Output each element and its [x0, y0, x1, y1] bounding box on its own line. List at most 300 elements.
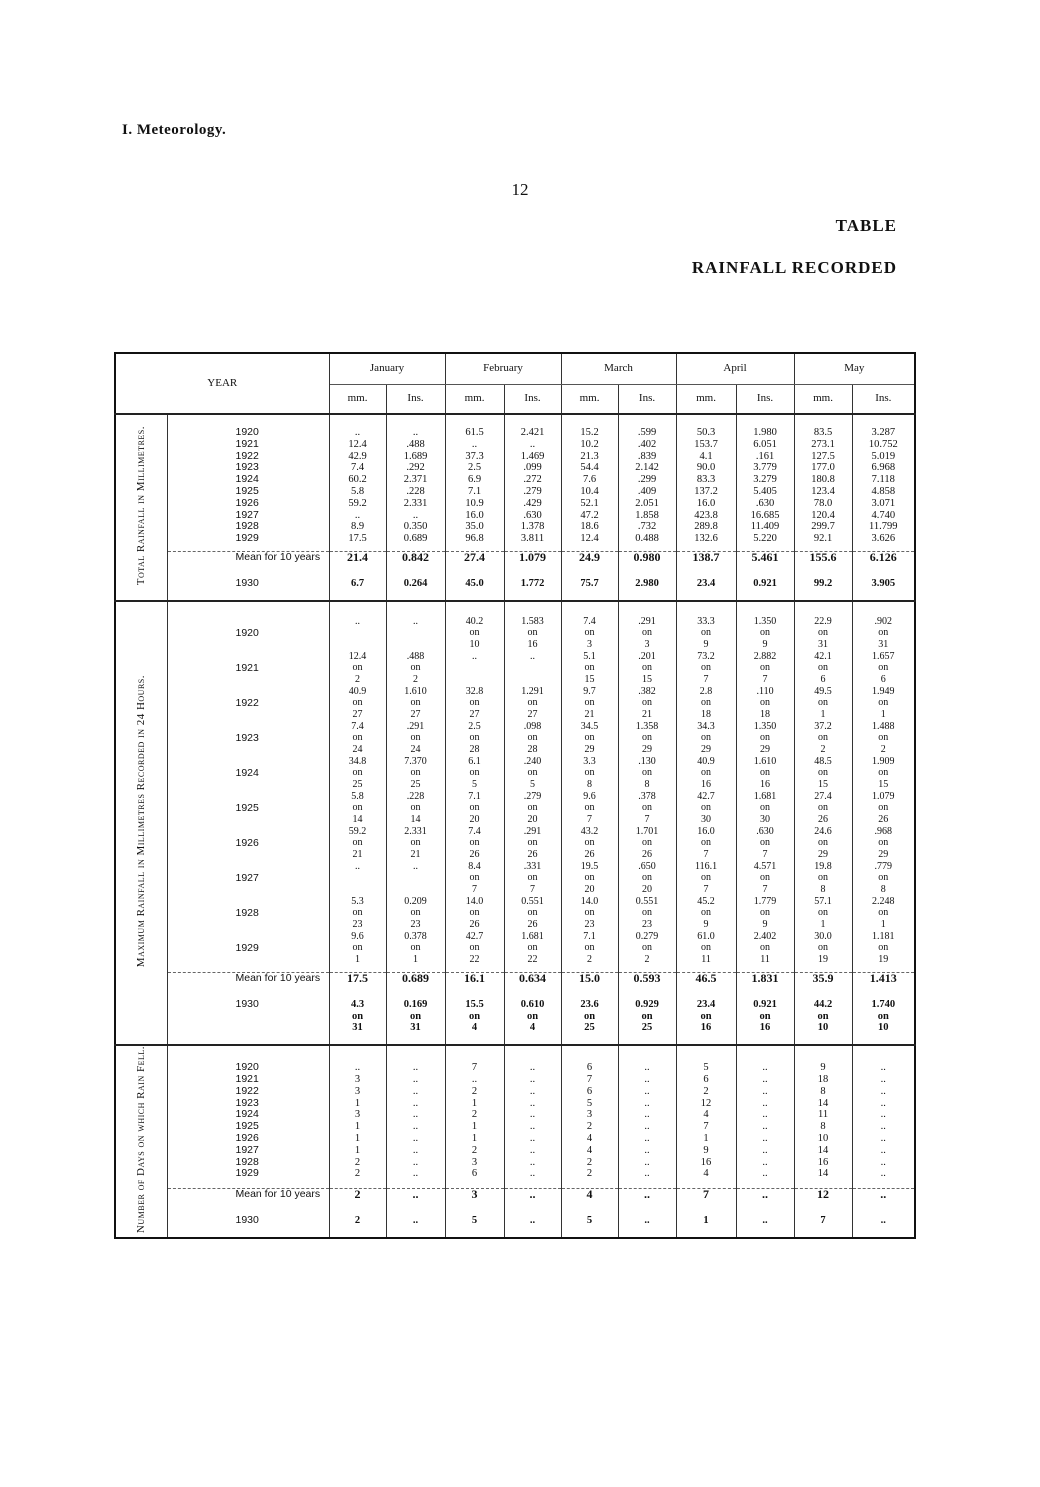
value-cell: .331 on 7 — [523, 860, 542, 896]
value-cell: 45.2 on 9 — [697, 895, 715, 931]
value-1930: .. — [504, 1215, 561, 1238]
value-cell: 12.4 — [580, 533, 599, 545]
value-cell: 40.9 on 16 — [697, 755, 715, 791]
value-cell: 22.9 on 31 — [814, 615, 832, 651]
mean-value: 1.413 — [852, 972, 915, 999]
value-cell: .. — [644, 1085, 650, 1097]
days-section-label: Number of Days on which Rain Fell. — [135, 1046, 148, 1234]
value-cell: 37.3 — [465, 450, 484, 462]
value-cell: .382 on 21 — [638, 685, 656, 721]
mean-value: 4 — [561, 1188, 618, 1215]
value-cell: .839 — [637, 450, 657, 462]
value-cell: 4.858 — [871, 485, 896, 497]
value-cell: 1.909 on 15 — [872, 755, 895, 791]
value-cell: .. — [644, 1168, 650, 1180]
value-cell: .. — [762, 1132, 768, 1144]
value-1930: 23.4 — [676, 578, 736, 601]
value-column — [329, 414, 386, 551]
value-cell: 4 — [703, 1109, 709, 1121]
value-cell: 9.6 on 1 — [351, 930, 364, 966]
value-1930: 0.921 — [736, 578, 794, 601]
value-column — [329, 1045, 386, 1188]
value-cell: 1 — [354, 1144, 361, 1156]
value-1930: 0.929 on 25 — [618, 999, 676, 1045]
year-label: 1928 — [235, 1155, 259, 1168]
value-cell: 16 — [700, 1156, 712, 1168]
value-1930: .. — [736, 1215, 794, 1238]
mean-value: .. — [736, 1188, 794, 1215]
value-cell: .. — [471, 1073, 478, 1085]
value-cell: 42.7 on 30 — [697, 790, 715, 826]
value-cell: 7.4 on 26 — [468, 825, 481, 861]
value-cell: 2.5 — [467, 462, 482, 474]
value-cell: 127.5 — [811, 450, 835, 462]
value-cell: .. — [529, 1168, 536, 1180]
value-column — [561, 1045, 618, 1188]
value-cell: 12 — [700, 1097, 712, 1109]
value-cell: 1.583 on 16 — [521, 615, 544, 651]
value-column — [504, 1045, 561, 1188]
value-cell: .. — [412, 1073, 419, 1085]
value-cell: .. — [529, 1132, 536, 1144]
value-cell: 7.4 — [350, 462, 365, 474]
value-cell: .. — [529, 1144, 536, 1156]
mean-row — [115, 1188, 915, 1215]
value-cell: .. — [354, 427, 361, 438]
value-cell: 7.118 — [871, 474, 895, 486]
year-list — [167, 414, 329, 551]
value-cell: 177.0 — [811, 462, 835, 474]
value-1930: .. — [618, 1215, 676, 1238]
table-row — [115, 1045, 915, 1188]
value-cell: .968 on 29 — [874, 825, 893, 861]
value-cell: 7.370 on 25 — [404, 755, 427, 791]
value-cell: .732 — [637, 521, 657, 533]
value-column — [794, 1045, 852, 1188]
value-cell: 1.657 on 6 — [872, 650, 895, 686]
year-label: 1925 — [235, 1120, 259, 1133]
value-cell: .. — [880, 1156, 886, 1168]
value-cell: .299 — [637, 474, 657, 486]
value-1930: 3.905 — [852, 578, 915, 601]
value-cell: 2.331 on 21 — [404, 825, 427, 861]
value-cell: 7.1 on 20 — [468, 790, 481, 826]
table-title: RAINFALL RECORDED — [691, 258, 897, 277]
year-header: YEAR — [207, 376, 238, 389]
value-cell: 1 — [354, 1097, 361, 1109]
value-cell: 3.811 — [520, 533, 545, 545]
value-column — [852, 414, 915, 551]
value-cell: .. — [472, 650, 478, 662]
year-label: 1924 — [235, 473, 259, 486]
value-cell: 14 — [817, 1097, 829, 1109]
value-cell: 1.488 on 2 — [872, 720, 895, 756]
value-cell: .. — [644, 1109, 650, 1121]
value-cell: 7.4 on 24 — [351, 720, 364, 756]
year-1930-row — [115, 999, 915, 1045]
value-column — [852, 601, 915, 973]
value-cell: 8.9 — [350, 521, 365, 533]
value-cell: 32.8 on 27 — [465, 685, 484, 721]
value-cell: .. — [412, 1144, 419, 1156]
value-cell: 7 — [586, 1073, 593, 1085]
mean-value: 24.9 — [561, 551, 618, 578]
value-cell: 83.5 — [813, 427, 833, 438]
value-cell: 1.610 on 27 — [404, 685, 427, 721]
value-cell: 10.752 — [868, 438, 898, 450]
mean-value: 7 — [676, 1188, 736, 1215]
value-cell: 3.071 — [871, 497, 896, 509]
value-cell: 42.1 on 6 — [814, 650, 832, 686]
page-number: 12 — [511, 180, 529, 199]
value-cell: 273.1 — [811, 438, 835, 450]
value-cell: 7 — [703, 1121, 709, 1133]
value-cell: .279 on 20 — [523, 790, 542, 826]
mean-value: 0.842 — [386, 551, 445, 578]
value-column — [736, 601, 794, 973]
value-cell: 2 — [354, 1156, 361, 1168]
year-1930-label: 1930 — [167, 578, 329, 601]
year-label: 1923 — [235, 461, 259, 474]
value-cell: 10.2 — [580, 438, 599, 450]
value-cell: 35.0 — [465, 521, 484, 533]
value-cell: 2.8 on 18 — [699, 685, 713, 721]
value-cell: 4.571 on 7 — [753, 860, 777, 896]
value-cell: .. — [412, 1121, 419, 1133]
value-cell: .240 on 5 — [523, 755, 542, 791]
year-1930-label: 1930 — [167, 999, 329, 1045]
year-label: 1928 — [235, 520, 259, 533]
days-section-label-cell — [115, 1045, 167, 1238]
value-column — [561, 601, 618, 973]
value-cell: 19.5 on 20 — [580, 860, 599, 896]
value-cell: 6 — [703, 1073, 709, 1085]
value-cell: 18.6 — [580, 521, 599, 533]
year-label: 1922 — [235, 449, 259, 462]
value-cell: .429 — [523, 497, 542, 509]
value-cell: 2.142 — [635, 462, 659, 474]
value-cell: 4 — [586, 1132, 593, 1144]
year-header-cell — [115, 353, 329, 414]
value-cell: 34.5 on 29 — [580, 720, 599, 756]
value-cell: 7.1 — [467, 485, 482, 497]
mean-value: 17.5 — [329, 972, 386, 999]
value-cell: 0.279 on 2 — [635, 930, 659, 966]
value-cell: .. — [762, 1168, 768, 1180]
value-cell: 1 — [703, 1132, 709, 1144]
value-cell: 132.6 — [694, 533, 718, 545]
value-cell: .599 — [637, 427, 657, 438]
value-column — [618, 601, 676, 973]
value-cell: .378 on 7 — [638, 790, 656, 826]
value-cell: .. — [354, 1062, 361, 1074]
year-label: 1927 — [235, 508, 259, 521]
table-word: TABLE — [835, 216, 897, 235]
value-cell: .. — [880, 1144, 886, 1156]
year-label: 1922 — [235, 696, 259, 709]
value-1930: 99.2 — [794, 578, 852, 601]
value-column — [736, 414, 794, 551]
value-cell: 14 — [817, 1168, 829, 1180]
mean-value: .. — [852, 1188, 915, 1215]
value-1930: 75.7 — [561, 578, 618, 601]
value-cell: .. — [355, 615, 361, 627]
value-cell: .. — [880, 1121, 886, 1133]
value-cell: 1.980 — [753, 427, 777, 438]
value-cell: .. — [762, 1109, 768, 1121]
year-label: 1928 — [235, 906, 259, 919]
mean-value: 1.831 — [736, 972, 794, 999]
value-cell: .. — [413, 860, 419, 872]
value-cell: 12.4 — [348, 438, 367, 450]
value-cell: 54.4 — [580, 462, 599, 474]
mean-value: 21.4 — [329, 551, 386, 578]
value-cell: 2 — [471, 1085, 478, 1097]
value-cell: .. — [644, 1121, 650, 1133]
value-cell: 21.3 — [580, 450, 599, 462]
value-cell: .. — [762, 1062, 768, 1074]
value-cell: .. — [529, 1121, 536, 1133]
year-label: 1929 — [235, 532, 259, 545]
year-label: 1921 — [235, 437, 259, 450]
value-cell: 6.9 — [467, 474, 482, 486]
value-cell: 1.378 — [520, 521, 545, 533]
value-cell: 9.7 on 21 — [583, 685, 596, 721]
value-1930: .. — [852, 1215, 915, 1238]
value-cell: 120.4 — [811, 509, 835, 521]
value-cell: 96.8 — [465, 533, 484, 545]
value-cell: .630 on 7 — [756, 825, 774, 861]
value-cell: 123.4 — [811, 485, 835, 497]
value-cell: 153.7 — [694, 438, 718, 450]
value-cell: .. — [762, 1073, 768, 1085]
value-cell: .. — [412, 1156, 419, 1168]
value-cell: 1.469 — [520, 450, 545, 462]
value-column — [852, 1045, 915, 1188]
value-cell: .. — [880, 1132, 886, 1144]
value-cell: 18 — [817, 1073, 829, 1085]
year-label: 1923 — [235, 731, 259, 744]
value-cell: .. — [880, 1109, 886, 1121]
value-cell: .. — [412, 1097, 419, 1109]
value-cell: 1.610 on 16 — [753, 755, 777, 791]
year-list — [167, 1045, 329, 1188]
value-cell: .630 — [755, 497, 775, 509]
value-column — [386, 414, 445, 551]
year-label: 1929 — [235, 1167, 259, 1180]
value-column — [504, 601, 561, 973]
value-cell: .. — [412, 1168, 419, 1180]
value-column — [676, 414, 736, 551]
value-cell: 61.5 — [465, 427, 484, 438]
value-cell: 42.7 on 22 — [465, 930, 484, 966]
value-cell: .. — [471, 438, 478, 450]
month-header: February — [445, 353, 561, 385]
value-cell: 60.2 — [348, 474, 367, 486]
value-cell: 48.5 on 15 — [814, 755, 832, 791]
value-column — [329, 601, 386, 973]
value-cell: 3.3 on 8 — [583, 755, 596, 791]
value-cell: 180.8 — [811, 474, 835, 486]
value-cell: 3 — [354, 1073, 361, 1085]
value-cell: 2.882 on 7 — [753, 650, 777, 686]
mean-value: 138.7 — [676, 551, 736, 578]
mean-value: 155.6 — [794, 551, 852, 578]
value-cell: .. — [412, 427, 419, 438]
month-header: April — [676, 353, 794, 385]
value-cell: 116.1 on 7 — [694, 860, 718, 896]
year-label: 1926 — [235, 496, 259, 509]
value-cell: .630 — [523, 509, 542, 521]
value-column — [794, 601, 852, 973]
value-cell: 1.681 on 30 — [753, 790, 777, 826]
value-cell: 12.4 on 2 — [348, 650, 367, 686]
value-cell: .. — [412, 1085, 419, 1097]
mean-value: 3 — [445, 1188, 504, 1215]
value-cell: .. — [354, 509, 361, 521]
value-cell: 1.949 on 1 — [872, 685, 895, 721]
value-cell: 8 — [820, 1085, 826, 1097]
value-column — [676, 1045, 736, 1188]
value-cell: .228 on 14 — [406, 790, 425, 826]
value-cell: 19.8 on 8 — [814, 860, 832, 896]
value-cell: .272 — [523, 474, 542, 486]
value-cell: 2.248 on 1 — [872, 895, 895, 931]
value-cell: 16.685 — [750, 509, 780, 521]
value-cell: 49.5 on 1 — [814, 685, 832, 721]
value-cell: 5.8 — [350, 485, 365, 497]
value-cell: 16.0 on 7 — [697, 825, 715, 861]
value-cell: 2.051 — [635, 497, 659, 509]
value-cell: 8.4 on 7 — [468, 860, 481, 896]
value-cell: 4.740 — [871, 509, 896, 521]
value-cell: .. — [644, 1144, 650, 1156]
value-cell: .291 on 3 — [638, 615, 656, 651]
value-cell: .488 — [406, 438, 425, 450]
value-cell: .. — [880, 1168, 886, 1180]
month-header: March — [561, 353, 676, 385]
mean-row — [115, 972, 915, 999]
value-cell: 50.3 — [696, 427, 716, 438]
value-cell: 14.0 on 26 — [465, 895, 484, 931]
value-column — [386, 601, 445, 973]
value-cell: .. — [413, 615, 419, 627]
value-cell: .291 on 26 — [523, 825, 542, 861]
value-cell: 2.421 — [520, 427, 545, 438]
mean-value: 27.4 — [445, 551, 504, 578]
value-cell: 3 — [471, 1156, 478, 1168]
unit-header: mm. — [329, 385, 386, 415]
value-cell: .130 on 8 — [638, 755, 656, 791]
value-cell: 30.0 on 19 — [814, 930, 832, 966]
value-cell: 2 — [354, 1168, 361, 1180]
unit-header: Ins. — [504, 385, 561, 415]
value-cell: 11.799 — [869, 521, 898, 533]
value-cell: 9 — [820, 1062, 826, 1074]
value-cell: 0.488 — [635, 533, 659, 545]
value-1930: 15.5 on 4 — [445, 999, 504, 1045]
value-cell: 43.2 on 26 — [580, 825, 599, 861]
value-cell: 3.287 — [871, 427, 896, 438]
year-label: 1921 — [235, 1072, 259, 1085]
year-label: 1926 — [235, 836, 259, 849]
value-1930: 5 — [445, 1215, 504, 1238]
value-cell: .. — [529, 1062, 536, 1074]
value-cell: 0.209 on 23 — [404, 895, 427, 931]
value-cell: 17.5 — [348, 533, 367, 545]
value-cell: 10.4 — [580, 485, 599, 497]
value-cell: 5.019 — [871, 450, 896, 462]
value-1930: 7 — [794, 1215, 852, 1238]
year-1930-row — [115, 578, 915, 601]
value-cell: 7.1 on 2 — [583, 930, 596, 966]
value-cell: 11 — [817, 1109, 829, 1121]
value-cell: 299.7 — [811, 521, 835, 533]
value-1930: 0.264 — [386, 578, 445, 601]
mean-value: 46.5 — [676, 972, 736, 999]
unit-header: Ins. — [618, 385, 676, 415]
value-cell: 5 — [586, 1097, 593, 1109]
value-cell: 1.701 on 26 — [635, 825, 659, 861]
value-cell: .. — [529, 1156, 536, 1168]
value-cell: .201 on 15 — [638, 650, 656, 686]
value-cell: 40.2 on 10 — [465, 615, 484, 651]
value-1930: .. — [386, 1215, 445, 1238]
year-label: 1921 — [235, 661, 259, 674]
value-cell: 6 — [586, 1085, 593, 1097]
value-cell: 2 — [586, 1121, 593, 1133]
value-1930: 45.0 — [445, 578, 504, 601]
mean-value: 2 — [329, 1188, 386, 1215]
value-cell: 33.3 on 9 — [697, 615, 715, 651]
mean-value: .. — [386, 1188, 445, 1215]
value-cell: 16 — [817, 1156, 829, 1168]
maximum-section-label: Maximum Rainfall in Millimetres Recorded in 24 Hours. — [135, 674, 148, 968]
value-cell: 52.1 — [580, 497, 599, 509]
value-cell: 1 — [471, 1121, 478, 1133]
mean-value: 1.079 — [504, 551, 561, 578]
year-label: 1927 — [235, 871, 259, 884]
mean-value: 6.126 — [852, 551, 915, 578]
value-cell: 16.0 — [465, 509, 484, 521]
mean-value: 15.0 — [561, 972, 618, 999]
value-cell: .. — [530, 650, 536, 662]
value-cell: .488 on 2 — [406, 650, 425, 686]
value-column — [736, 1045, 794, 1188]
value-cell: 90.0 — [696, 462, 716, 474]
value-cell: .291 on 24 — [406, 720, 425, 756]
value-cell: 2 — [586, 1168, 593, 1180]
value-cell: .. — [644, 1073, 650, 1085]
year-label: 1920 — [235, 426, 259, 438]
year-label: 1920 — [235, 1061, 259, 1074]
value-cell: 14.0 on 23 — [580, 895, 599, 931]
value-cell: 0.551 on 23 — [635, 895, 659, 931]
mean-value: .. — [504, 1188, 561, 1215]
value-1930: 1.772 — [504, 578, 561, 601]
value-column — [445, 414, 504, 551]
value-column — [794, 414, 852, 551]
value-cell: 1.858 — [635, 509, 659, 521]
mean-value: 0.980 — [618, 551, 676, 578]
value-cell: 16.0 — [696, 497, 716, 509]
value-1930: 4.3 on 31 — [329, 999, 386, 1045]
mean-value: 0.593 — [618, 972, 676, 999]
year-label: 1920 — [235, 626, 259, 639]
value-cell: 9.6 on 7 — [583, 790, 596, 826]
value-cell: 2 — [471, 1144, 478, 1156]
mean-value: 35.9 — [794, 972, 852, 999]
